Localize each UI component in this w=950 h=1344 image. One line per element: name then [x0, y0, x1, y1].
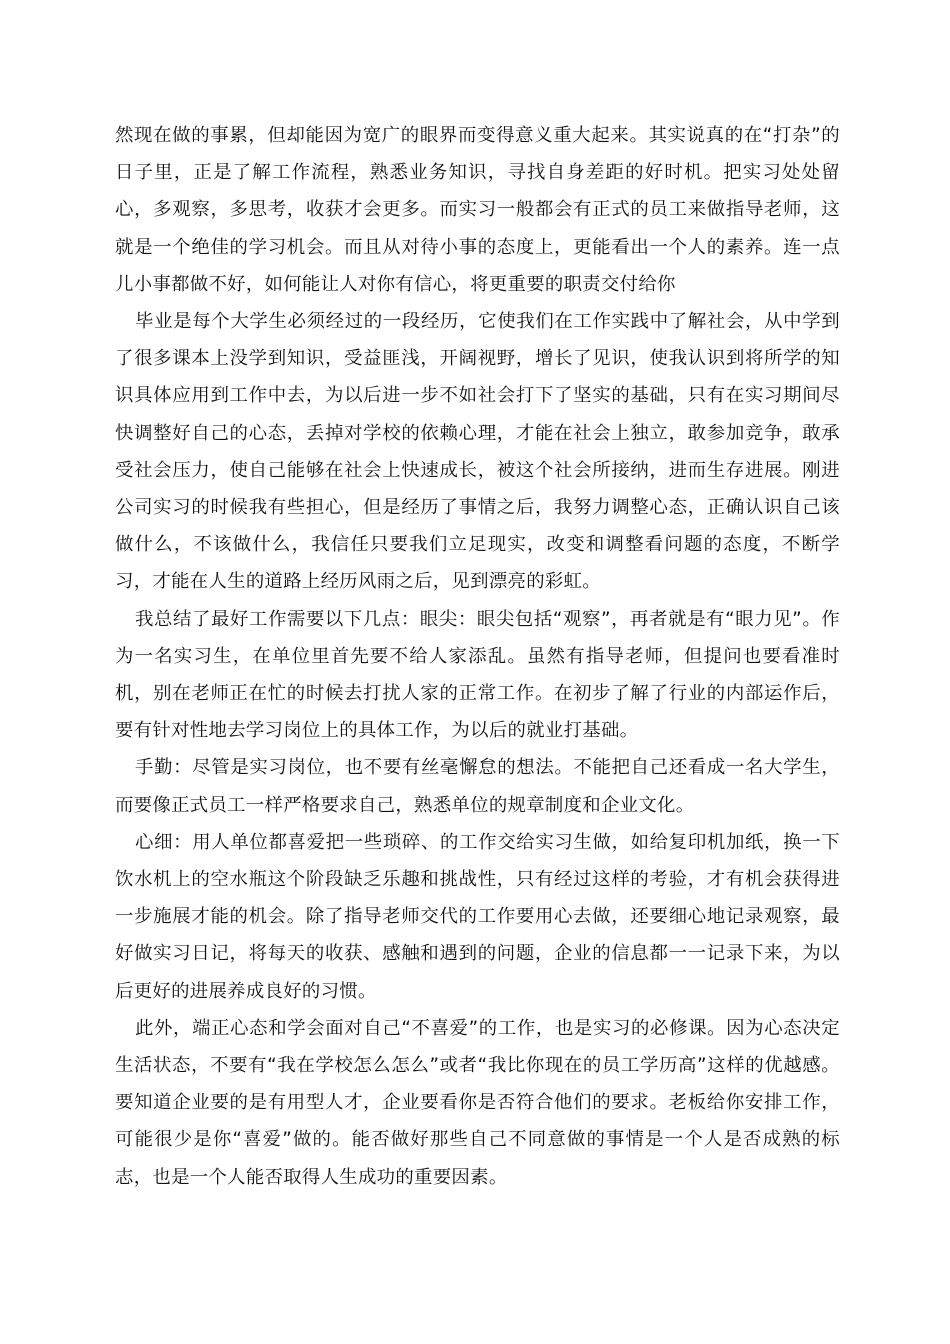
paragraph-4: 手勤：尽管是实习岗位，也不要有丝毫懈怠的想法。不能把自己还看成一名大学生，而要像正式员工一样严格要求自己，熟悉单位的规章制度和企业文化。: [115, 757, 840, 816]
paragraph-1: 然现在做的事累，但却能因为宽广的眼界而变得意义重大起来。其实说真的在“打杂”的日子里，正是了解工作流程，熟悉业务知识，寻找自身差距的好时机。把实习处处留心，多观察，多思考，收获才会更多。而实习一般都会有正式的员工来做指导老师，这就是一个绝佳的学习机会。而且从对待小事的态度上，更能看出一个人的素养。连一点儿小事都做不好，如何能让人对你有信心，将更重要的职责交付给你: [115, 125, 840, 295]
paragraph-5: 心细：用人单位都喜爱把一些琐碎、的工作交给实习生做，如给复印机加纸，换一下饮水机上的空水瓶这个阶段缺乏乐趣和挑战性，只有经过这样的考验，才有机会获得进一步施展才能的机会。除了指导老师交代的工作要用心去做，还要细心地记录观察，最好做实习日记，将每天的收获、感触和遇到的问题，企业的信息都一一记录下来，为以后更好的进展养成良好的习惯。: [115, 831, 840, 1002]
paragraph-2: 毕业是每个大学生必须经过的一段经历，它使我们在工作实践中了解社会，从中学到了很多课本上没学到知识，受益匪浅，开阔视野，增长了见识，使我认识到将所学的知识具体应用到工作中去，为以后进一步不如社会打下了坚实的基础，只有在实习期间尽快调整好自己的心态，丢掉对学校的依赖心理，才能在社会上独立，敢参加竞争，敢承受社会压力，使自己能够在社会上快速成长，被这个社会所接纳，进而生存进展。刚进公司实习的时候我有些担心，但是经历了事情之后，我努力调整心态，正确认识自己该做什么，不该做什么，我信任只要我们立足现实，改变和调整看问题的态度，不断学习，才能在人生的道路上经历风雨之后，见到漂亮的彩虹。: [115, 311, 840, 593]
paragraph-3: 我总结了最好工作需要以下几点：眼尖：眼尖包括“观察”，再者就是有“眼力见”。作为一名实习生，在单位里首先要不给人家添乱。虽然有指导老师，但提问也要看准时机，别在老师正在忙的时候去打扰人家的正常工作。在初步了解了行业的内部运作后，要有针对性地去学习岗位上的具体工作，为以后的就业打基础。: [115, 608, 840, 742]
paragraph-6: 此外，端正心态和学会面对自己“不喜爱”的工作，也是实习的必修课。因为心态决定生活状态，不要有“我在学校怎么怎么”或者“我比你现在的员工学历高”这样的优越感。要知道企业要的是有用型人才，企业要看你是否符合他们的要求。老板给你安排工作，可能很少是你“喜爱”做的。能否做好那些自己不同意做的事情是一个人是否成熟的标志，也是一个人能否取得人生成功的重要因素。: [115, 1017, 840, 1188]
document-body: [115, 117, 840, 1196]
